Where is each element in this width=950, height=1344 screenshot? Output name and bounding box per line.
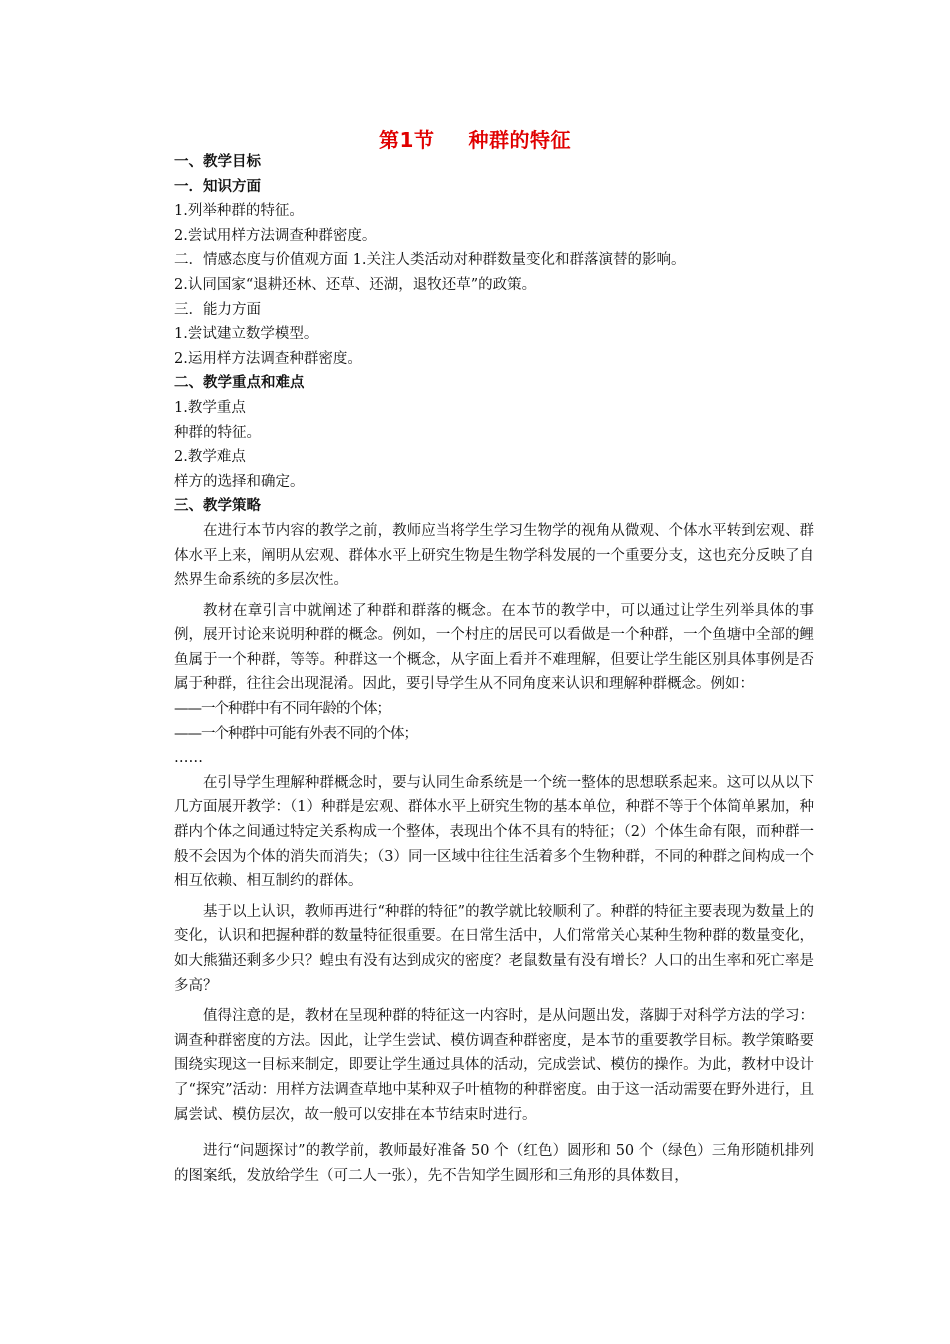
ability-item-1: 1.尝试建立数学模型。 [174,326,319,343]
key-point-label: 1.教学重点 [174,399,246,416]
page-title [0,124,950,153]
heading-strategy: 三、教学策略 [174,498,261,515]
heading-teaching-goals: 一、教学目标 [174,154,261,170]
strategy-paragraph-3: 在引导学生理解种群概念时，要与认同生命系统是一个统一整体的思想联系起来。这可以从以下几方面展开教学：（1）种群是宏观、群体水平上研究生物的基本单位，种群不等于个体简单累加，种群内个体之间通过特定关系构成一个整体，表现出个体不具有的特征；（2）个体生命有限，而种群一般不会因为个体的消失而消失；（3）同一区域中往往生活着多个生物种群，不同的种群之间构成一个相互依赖、相互制约的群体。 [174,774,814,890]
section-number: 第1节 [379,128,435,152]
subheading-knowledge: 一．知识方面 [174,178,261,195]
key-point-text: 种群的特征。 [174,424,261,441]
strategy-paragraph-4: 基于以上认识，教师再进行“种群的特征”的教学就比较顺利了。种群的特征主要表现为数量上的变化，认识和把握种群的数量特征很重要。在日常生活中，人们常常关心某种生物种群的数量变化，如大熊猫还剩多少只？蝗虫有没有达到成灾的密度？老鼠数量有没有增长？人口的出生率和死亡率是多高？ [174,903,814,994]
strategy-paragraph-1: 在进行本节内容的教学之前，教师应当将学生学习生物学的视角从微观、个体水平转到宏观、群体水平上来，阐明从宏观、群体水平上研究生物是生物学科发展的一个重要分支，这也充分反映了自然界生命系统的多层次性。 [174,522,814,589]
emotion-heading: 二．情感态度与价值观方面 1.关注人类活动对种群数量变化和群落演替的影响。 [174,252,686,269]
strategy-paragraph-2: 教材在章引言中就阐述了种群和群落的概念。在本节的教学中，可以通过让学生列举具体的事例，展开讨论来说明种群的概念。例如，一个村庄的居民可以看做是一个种群，一个鱼塘中全部的鲤鱼属于一个种群，等等。种群这一个概念，从字面上看并不难理解，但要让学生能区别具体事例是否属于种群，往往会出现混淆。因此，要引导学生从不同角度来认识和理解种群概念。例如： [174,602,814,693]
example-item-1: ——一个种群中有不同年龄的个体； [174,701,390,718]
example-item-2: ——一个种群中可能有外表不同的个体； [174,725,417,742]
knowledge-item-2: 2.尝试用样方法调查种群密度。 [174,227,377,244]
difficulty-text: 样方的选择和确定。 [174,473,305,490]
ability-item-2: 2.运用样方法调查种群密度。 [174,350,362,367]
section-name: 种群的特征 [468,128,571,152]
heading-key-points: 二、教学重点和难点 [174,375,305,392]
ability-heading: 三．能力方面 [174,301,261,318]
difficulty-label: 2.教学难点 [174,449,246,466]
strategy-paragraph-5: 值得注意的是，教材在呈现种群的特征这一内容时，是从问题出发，落脚于对科学方法的学习：调查种群密度的方法。因此，让学生尝试、模仿调查种群密度，是本节的重要教学目标。教学策略要围绕实现这一目标来制定，即要让学生通过具体的活动，完成尝试、模仿的操作。为此，教材中设计了“探究”活动：用样方法调查草地中某种双子叶植物的种群密度。由于这一活动需要在野外进行，且属尝试、模仿层次，故一般可以安排在本节结束时进行。 [174,1008,814,1123]
emotion-item-2: 2.认同国家“退耕还林、还草、还湖，退牧还草”的政策。 [174,276,537,293]
strategy-paragraph-6: 进行“问题探讨”的教学前，教师最好准备 50 个（红色）圆形和 50 个（绿色）三角形随机排列的图案纸，发放给学生（可二人一张），先不告知学生圆形和三角形的具体数目， [174,1143,814,1184]
ellipsis: …… [174,750,203,767]
knowledge-item-1: 1.列举种群的特征。 [174,203,304,220]
document-body [174,150,814,1188]
